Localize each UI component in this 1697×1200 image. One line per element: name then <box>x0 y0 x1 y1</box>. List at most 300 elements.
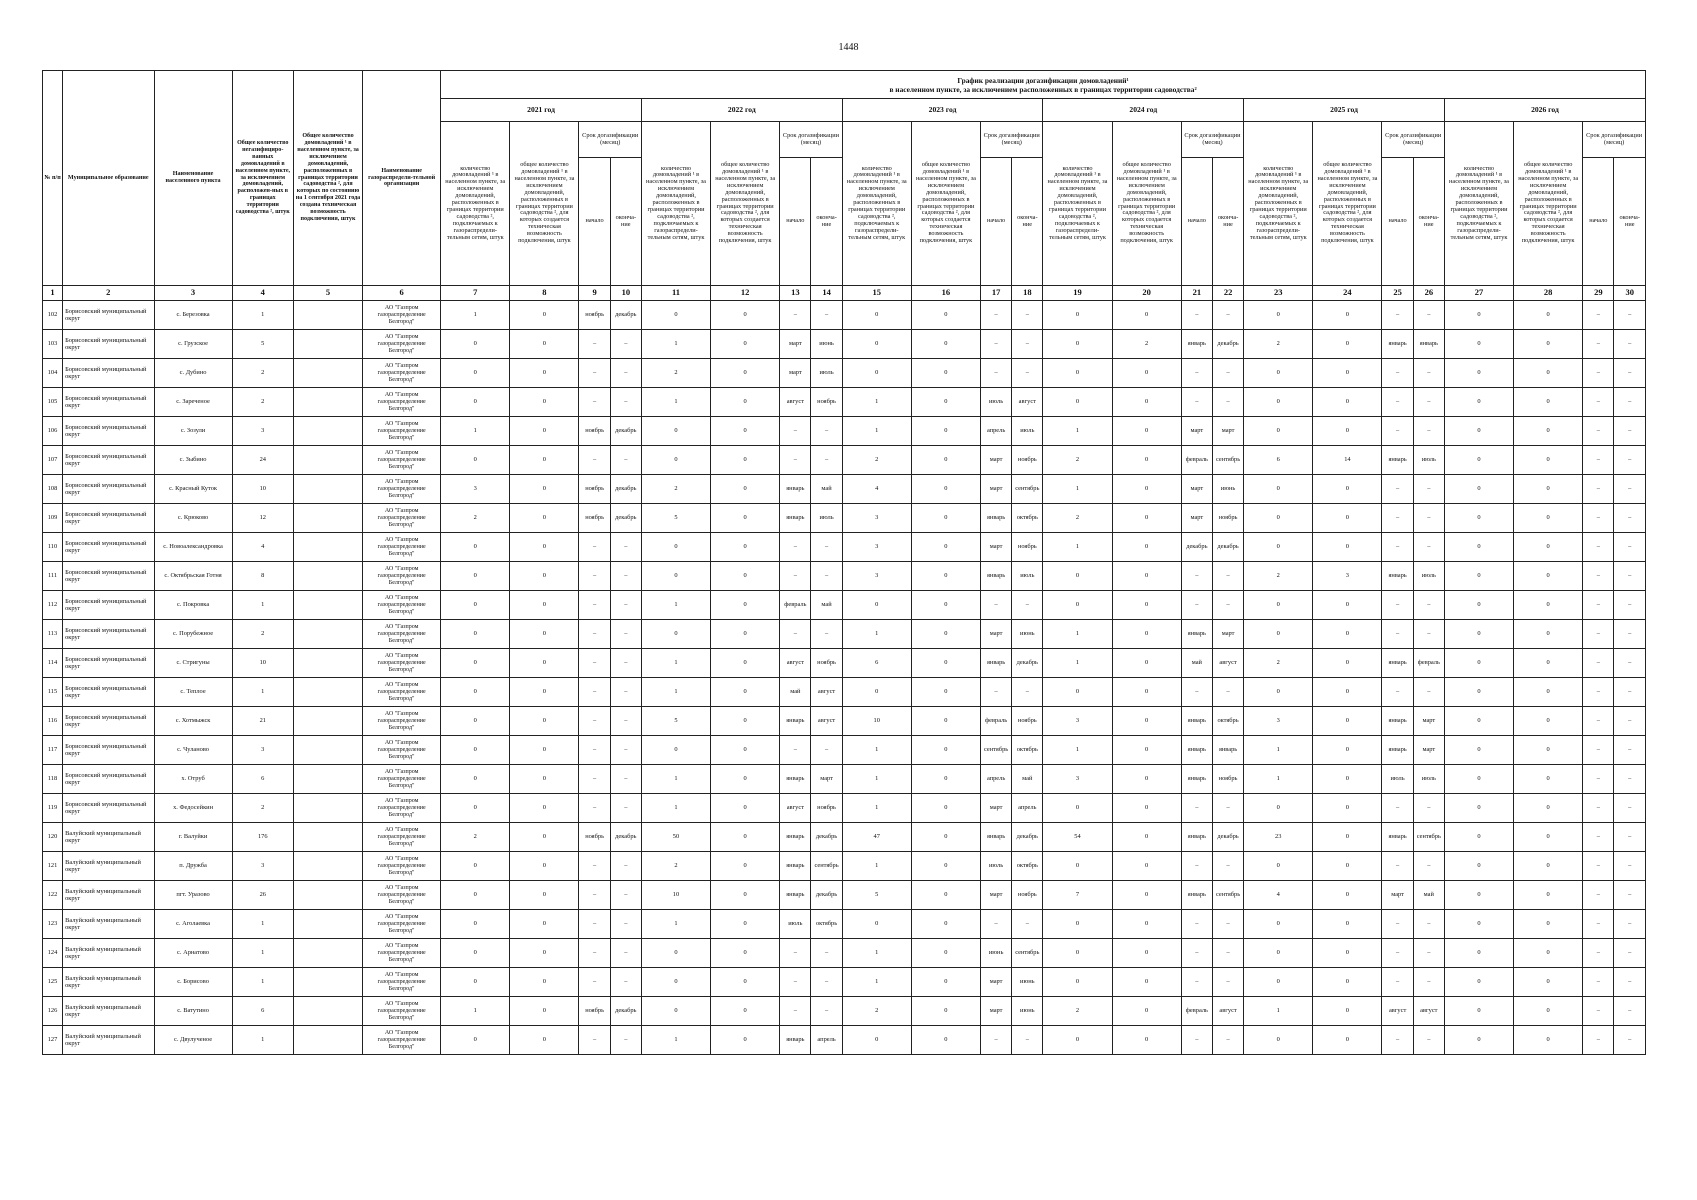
table-cell: 0 <box>842 591 911 620</box>
table-cell: июнь <box>980 939 1011 968</box>
table-cell <box>293 968 362 997</box>
table-cell: 0 <box>1514 533 1583 562</box>
table-cell: Борисовский муниципальный округ <box>63 765 154 794</box>
table-cell: – <box>610 707 641 736</box>
table-cell: 0 <box>1514 475 1583 504</box>
table-cell: 3 <box>1313 562 1382 591</box>
table-cell: 0 <box>1244 388 1313 417</box>
table-cell: декабрь <box>1212 823 1243 852</box>
table-cell: – <box>579 765 610 794</box>
table-cell: 0 <box>1244 968 1313 997</box>
table-cell <box>293 736 362 765</box>
table-cell: 0 <box>1313 881 1382 910</box>
table-cell: 0 <box>1112 881 1181 910</box>
col-households-header: количество домовладений ¹ в населенном пункте, за исключением домовладений, расположенных в границах территории садоводства ², подключаемых к газораспредели-тельным сетям, штук <box>842 122 911 286</box>
table-cell: – <box>1583 446 1614 475</box>
table-cell: 0 <box>1112 533 1181 562</box>
table-cell: 0 <box>1514 620 1583 649</box>
table-cell: – <box>1382 678 1413 707</box>
table-cell: – <box>610 968 641 997</box>
table-cell: 3 <box>842 504 911 533</box>
table-row <box>43 388 1646 417</box>
table-cell: 0 <box>911 417 980 446</box>
table-cell: – <box>1583 649 1614 678</box>
table-cell: – <box>1583 707 1614 736</box>
header-row-no: № п/п <box>43 71 63 286</box>
column-number: 21 <box>1181 286 1212 301</box>
table-cell: июль <box>1012 562 1043 591</box>
table-cell: 0 <box>1244 475 1313 504</box>
schedule-title: График реализации догазификации домовладений¹ <box>957 75 1129 85</box>
table-cell: с. Зыбино <box>154 446 232 475</box>
table-cell: 2 <box>842 446 911 475</box>
table-cell: – <box>1614 620 1646 649</box>
table-cell: АО "Газпром газораспределение Белгород" <box>363 910 441 939</box>
table-cell: Борисовский муниципальный округ <box>63 707 154 736</box>
table-cell: – <box>1583 852 1614 881</box>
table-cell: 0 <box>641 562 710 591</box>
column-number: 28 <box>1514 286 1583 301</box>
table-cell: 0 <box>1112 301 1181 330</box>
table-cell: январь <box>1382 330 1413 359</box>
table-cell: – <box>1583 997 1614 1026</box>
table-cell: 0 <box>1514 910 1583 939</box>
table-cell: 0 <box>1514 301 1583 330</box>
table-cell <box>293 649 362 678</box>
table-cell: АО "Газпром газораспределение Белгород" <box>363 1026 441 1055</box>
table-cell: март <box>980 968 1011 997</box>
table-cell: октябрь <box>1012 736 1043 765</box>
table-cell: ноябрь <box>1012 707 1043 736</box>
table-cell: 3 <box>1244 707 1313 736</box>
table-cell: 1 <box>842 417 911 446</box>
table-cell <box>293 330 362 359</box>
table-cell: 0 <box>441 765 510 794</box>
table-cell: 0 <box>1444 939 1513 968</box>
table-cell: – <box>579 359 610 388</box>
col-total-header: общее количество домовладений ¹ в населенном пункте, за исключением домовладений, расположенных в границах территории садоводства ², для которых создается техническая возможность подключения, штук <box>711 122 780 286</box>
gasification-table-wrapper <box>42 70 1646 1055</box>
table-cell: декабрь <box>610 997 641 1026</box>
table-cell: – <box>1614 330 1646 359</box>
table-cell: АО "Газпром газораспределение Белгород" <box>363 330 441 359</box>
table-cell: с. Зареченое <box>154 388 232 417</box>
table-cell: 0 <box>1444 881 1513 910</box>
table-cell: октябрь <box>1212 707 1243 736</box>
table-cell: 0 <box>1444 1026 1513 1055</box>
table-cell: 0 <box>711 562 780 591</box>
table-cell <box>293 765 362 794</box>
table-cell: 10 <box>232 649 293 678</box>
table-cell: январь <box>780 707 811 736</box>
table-cell: с. Стригуны <box>154 649 232 678</box>
table-cell: – <box>1012 910 1043 939</box>
table-cell: 0 <box>911 359 980 388</box>
table-cell: апрель <box>1012 794 1043 823</box>
table-cell: – <box>1413 910 1444 939</box>
table-cell: декабрь <box>1212 330 1243 359</box>
table-cell: – <box>1583 504 1614 533</box>
table-cell: апрель <box>980 765 1011 794</box>
table-cell: 0 <box>1244 301 1313 330</box>
table-cell: 12 <box>232 504 293 533</box>
table-cell: 6 <box>232 765 293 794</box>
table-cell: – <box>1614 417 1646 446</box>
table-cell: – <box>1583 765 1614 794</box>
table-cell: – <box>1382 388 1413 417</box>
table-cell: – <box>1614 301 1646 330</box>
table-cell: с. Крюково <box>154 504 232 533</box>
table-row <box>43 504 1646 533</box>
column-number: 11 <box>641 286 710 301</box>
table-cell: – <box>579 678 610 707</box>
table-cell: 1 <box>232 301 293 330</box>
header-settlement: Наименование населенного пункта <box>154 71 232 286</box>
table-cell: декабрь <box>1181 533 1212 562</box>
table-cell: 0 <box>911 591 980 620</box>
table-cell: – <box>980 910 1011 939</box>
table-cell: 0 <box>1313 330 1382 359</box>
table-cell: 1 <box>641 794 710 823</box>
table-row <box>43 997 1646 1026</box>
table-cell: 0 <box>1043 678 1112 707</box>
table-cell: 1 <box>842 968 911 997</box>
table-cell: – <box>1413 591 1444 620</box>
table-cell: – <box>1614 446 1646 475</box>
table-cell: 0 <box>510 823 579 852</box>
table-cell <box>293 939 362 968</box>
table-cell: 0 <box>510 649 579 678</box>
table-cell: 127 <box>43 1026 63 1055</box>
table-cell: август <box>1012 388 1043 417</box>
table-cell: август <box>1212 997 1243 1026</box>
table-cell: – <box>1614 765 1646 794</box>
column-number: 26 <box>1413 286 1444 301</box>
table-cell: – <box>1212 852 1243 881</box>
table-cell: АО "Газпром газораспределение Белгород" <box>363 388 441 417</box>
table-cell: 0 <box>842 301 911 330</box>
table-cell: июль <box>980 852 1011 881</box>
table-cell: с. Двулученое <box>154 1026 232 1055</box>
table-cell: март <box>1382 881 1413 910</box>
col-total-header: общее количество домовладений ¹ в населенном пункте, за исключением домовладений, расположенных в границах территории садоводства ², для которых создается техническая возможность подключения, штук <box>1313 122 1382 286</box>
table-cell: ноябрь <box>579 301 610 330</box>
table-cell: АО "Газпром газораспределение Белгород" <box>363 939 441 968</box>
col-end-header: оконча-ние <box>1413 158 1444 286</box>
table-cell: – <box>980 1026 1011 1055</box>
table-cell: – <box>610 388 641 417</box>
table-cell: 0 <box>911 736 980 765</box>
table-cell: – <box>1181 678 1212 707</box>
table-cell: 0 <box>1313 939 1382 968</box>
table-cell: 126 <box>43 997 63 1026</box>
table-cell: – <box>1382 620 1413 649</box>
table-cell: АО "Газпром газораспределение Белгород" <box>363 678 441 707</box>
table-cell: 3 <box>232 852 293 881</box>
table-cell: сентябрь <box>1212 446 1243 475</box>
table-cell: март <box>980 533 1011 562</box>
table-cell: с. Октябрьская Готня <box>154 562 232 591</box>
table-cell: 0 <box>1444 388 1513 417</box>
table-cell <box>293 794 362 823</box>
table-cell: 123 <box>43 910 63 939</box>
table-cell: – <box>1382 475 1413 504</box>
table-cell: январь <box>1181 620 1212 649</box>
table-cell: 1 <box>842 388 911 417</box>
table-cell: 0 <box>1112 968 1181 997</box>
table-cell: 6 <box>1244 446 1313 475</box>
table-cell: 10 <box>641 881 710 910</box>
table-cell: 0 <box>1444 504 1513 533</box>
table-cell: 0 <box>441 910 510 939</box>
table-cell: АО "Газпром газораспределение Белгород" <box>363 533 441 562</box>
table-cell: 0 <box>510 765 579 794</box>
table-cell: – <box>1614 736 1646 765</box>
table-cell: 0 <box>911 765 980 794</box>
year-header: 2022 год <box>641 99 842 122</box>
table-cell: Борисовский муниципальный округ <box>63 359 154 388</box>
table-cell: февраль <box>780 591 811 620</box>
table-cell: август <box>811 678 842 707</box>
table-cell: – <box>1614 707 1646 736</box>
table-cell: 0 <box>641 968 710 997</box>
table-cell: Борисовский муниципальный округ <box>63 446 154 475</box>
table-cell: – <box>1583 301 1614 330</box>
table-cell: 0 <box>441 939 510 968</box>
table-cell: Валуйский муниципальный округ <box>63 1026 154 1055</box>
table-cell: – <box>610 620 641 649</box>
table-cell: 2 <box>1112 330 1181 359</box>
table-cell: – <box>1614 852 1646 881</box>
table-cell: 54 <box>1043 823 1112 852</box>
table-header <box>43 71 1646 301</box>
table-cell: 0 <box>1112 446 1181 475</box>
table-cell: 0 <box>1313 359 1382 388</box>
table-cell: 110 <box>43 533 63 562</box>
table-cell: 106 <box>43 417 63 446</box>
table-cell <box>293 678 362 707</box>
table-cell: АО "Газпром газораспределение Белгород" <box>363 736 441 765</box>
table-cell: – <box>610 1026 641 1055</box>
table-cell: 0 <box>1112 562 1181 591</box>
table-cell: 0 <box>1313 678 1382 707</box>
table-cell: 0 <box>1313 301 1382 330</box>
table-cell: 0 <box>911 475 980 504</box>
table-cell: АО "Газпром газораспределение Белгород" <box>363 707 441 736</box>
table-cell: 4 <box>842 475 911 504</box>
table-cell: 0 <box>911 852 980 881</box>
table-cell: декабрь <box>1012 823 1043 852</box>
table-cell: – <box>610 736 641 765</box>
table-row <box>43 446 1646 475</box>
table-cell: 121 <box>43 852 63 881</box>
table-cell: январь <box>1181 881 1212 910</box>
table-cell: 10 <box>842 707 911 736</box>
table-cell: март <box>1181 417 1212 446</box>
table-cell: 0 <box>1112 475 1181 504</box>
table-cell: 2 <box>1043 504 1112 533</box>
table-cell: 0 <box>510 736 579 765</box>
table-cell: – <box>579 852 610 881</box>
table-cell: – <box>1583 359 1614 388</box>
table-cell: 0 <box>711 591 780 620</box>
table-cell: 0 <box>1244 1026 1313 1055</box>
table-cell: 0 <box>1313 591 1382 620</box>
col-term-header: Срок догазификации (месяц) <box>1181 122 1243 158</box>
table-cell: – <box>980 301 1011 330</box>
table-cell: 0 <box>510 417 579 446</box>
table-cell: июль <box>1413 765 1444 794</box>
table-cell: 0 <box>641 736 710 765</box>
table-cell <box>293 533 362 562</box>
table-cell: 0 <box>1043 591 1112 620</box>
col-end-header: оконча-ние <box>610 158 641 286</box>
table-cell: 1 <box>842 620 911 649</box>
table-cell: 0 <box>711 1026 780 1055</box>
table-cell: – <box>780 446 811 475</box>
table-cell: – <box>1614 359 1646 388</box>
col-households-header: количество домовладений ¹ в населенном пункте, за исключением домовладений, расположенных в границах территории садоводства ², подключаемых к газораспредели-тельным сетям, штук <box>441 122 510 286</box>
table-cell: АО "Газпром газораспределение Белгород" <box>363 823 441 852</box>
table-cell: 0 <box>911 1026 980 1055</box>
table-cell <box>293 562 362 591</box>
table-cell: апрель <box>980 417 1011 446</box>
table-row <box>43 1026 1646 1055</box>
table-cell: – <box>579 1026 610 1055</box>
table-cell: 0 <box>711 939 780 968</box>
table-cell: х. Отруб <box>154 765 232 794</box>
table-cell: 0 <box>911 446 980 475</box>
column-number: 27 <box>1444 286 1513 301</box>
table-cell: 3 <box>441 475 510 504</box>
table-cell: 0 <box>1514 359 1583 388</box>
table-cell: – <box>811 446 842 475</box>
col-households-header: количество домовладений ¹ в населенном пункте, за исключением домовладений, расположенных в границах территории садоводства ², подключаемых к газораспредели-тельным сетям, штук <box>1043 122 1112 286</box>
table-cell: 0 <box>441 707 510 736</box>
table-cell: – <box>610 794 641 823</box>
table-cell: – <box>811 620 842 649</box>
table-cell: январь <box>1181 736 1212 765</box>
table-cell: – <box>1181 910 1212 939</box>
table-cell: – <box>1413 620 1444 649</box>
table-cell <box>293 910 362 939</box>
table-cell: 0 <box>1112 678 1181 707</box>
table-cell: сентябрь <box>980 736 1011 765</box>
table-cell: июль <box>1413 446 1444 475</box>
table-cell: март <box>780 330 811 359</box>
table-cell: январь <box>780 852 811 881</box>
table-cell: – <box>780 417 811 446</box>
table-cell: – <box>980 591 1011 620</box>
table-cell: АО "Газпром газораспределение Белгород" <box>363 301 441 330</box>
col-households-header: количество домовладений ¹ в населенном пункте, за исключением домовладений, расположенных в границах территории садоводства ², подключаемых к газораспредели-тельным сетям, штук <box>1444 122 1513 286</box>
table-cell: январь <box>980 649 1011 678</box>
table-cell: 2 <box>232 359 293 388</box>
table-cell: АО "Газпром газораспределение Белгород" <box>363 997 441 1026</box>
table-cell: 0 <box>1514 417 1583 446</box>
table-cell: 0 <box>1313 910 1382 939</box>
table-cell: 0 <box>1313 475 1382 504</box>
table-cell: – <box>1583 939 1614 968</box>
table-cell: май <box>811 591 842 620</box>
table-cell: 0 <box>842 910 911 939</box>
table-cell: 0 <box>711 852 780 881</box>
table-cell: январь <box>1382 562 1413 591</box>
table-cell: сентябрь <box>1212 881 1243 910</box>
table-cell: март <box>1181 504 1212 533</box>
table-cell: январь <box>1382 446 1413 475</box>
table-cell: – <box>1212 910 1243 939</box>
table-cell: – <box>1614 1026 1646 1055</box>
table-cell: 5 <box>641 504 710 533</box>
year-header: 2024 год <box>1043 99 1244 122</box>
table-cell: сентябрь <box>1012 475 1043 504</box>
table-cell: 3 <box>1043 765 1112 794</box>
table-cell: – <box>1212 359 1243 388</box>
table-cell: 0 <box>1313 620 1382 649</box>
table-cell: 0 <box>911 649 980 678</box>
table-cell: – <box>1382 533 1413 562</box>
header-schedule <box>441 71 1646 99</box>
column-number: 14 <box>811 286 842 301</box>
table-cell: июль <box>811 359 842 388</box>
table-cell: – <box>1583 417 1614 446</box>
table-cell: ноябрь <box>579 417 610 446</box>
table-cell: 0 <box>1244 504 1313 533</box>
table-cell: 0 <box>711 301 780 330</box>
table-cell: 0 <box>1313 794 1382 823</box>
table-cell: – <box>1212 794 1243 823</box>
table-cell: – <box>579 649 610 678</box>
table-cell: 0 <box>1112 852 1181 881</box>
table-cell: 3 <box>232 417 293 446</box>
table-cell: – <box>1583 562 1614 591</box>
table-row <box>43 794 1646 823</box>
table-cell: – <box>1583 1026 1614 1055</box>
table-cell: 0 <box>1514 562 1583 591</box>
table-cell <box>293 852 362 881</box>
table-cell: ноябрь <box>1212 504 1243 533</box>
table-cell: 0 <box>1244 620 1313 649</box>
table-cell: август <box>780 794 811 823</box>
table-cell: 0 <box>711 736 780 765</box>
column-number: 20 <box>1112 286 1181 301</box>
table-cell: 0 <box>510 620 579 649</box>
col-households-header: количество домовладений ¹ в населенном пункте, за исключением домовладений, расположенных в границах территории садоводства ², подключаемых к газораспредели-тельным сетям, штук <box>641 122 710 286</box>
table-cell: – <box>780 997 811 1026</box>
table-cell: 1 <box>641 388 710 417</box>
table-cell: 0 <box>641 620 710 649</box>
table-cell: 0 <box>1514 1026 1583 1055</box>
table-cell: – <box>579 910 610 939</box>
col-start-header: начало <box>1181 158 1212 286</box>
table-cell: – <box>1614 678 1646 707</box>
table-cell: 0 <box>1244 533 1313 562</box>
table-cell: январь <box>1212 736 1243 765</box>
table-cell: – <box>1012 359 1043 388</box>
table-cell: 1 <box>1043 620 1112 649</box>
table-cell: – <box>1212 388 1243 417</box>
table-cell: 0 <box>1313 504 1382 533</box>
table-cell: 2 <box>1244 330 1313 359</box>
col-start-header: начало <box>579 158 610 286</box>
table-cell: март <box>980 446 1011 475</box>
table-cell: АО "Газпром газораспределение Белгород" <box>363 881 441 910</box>
column-number: 22 <box>1212 286 1243 301</box>
table-cell: – <box>1181 359 1212 388</box>
table-cell: 0 <box>1043 562 1112 591</box>
table-cell: июль <box>1413 562 1444 591</box>
